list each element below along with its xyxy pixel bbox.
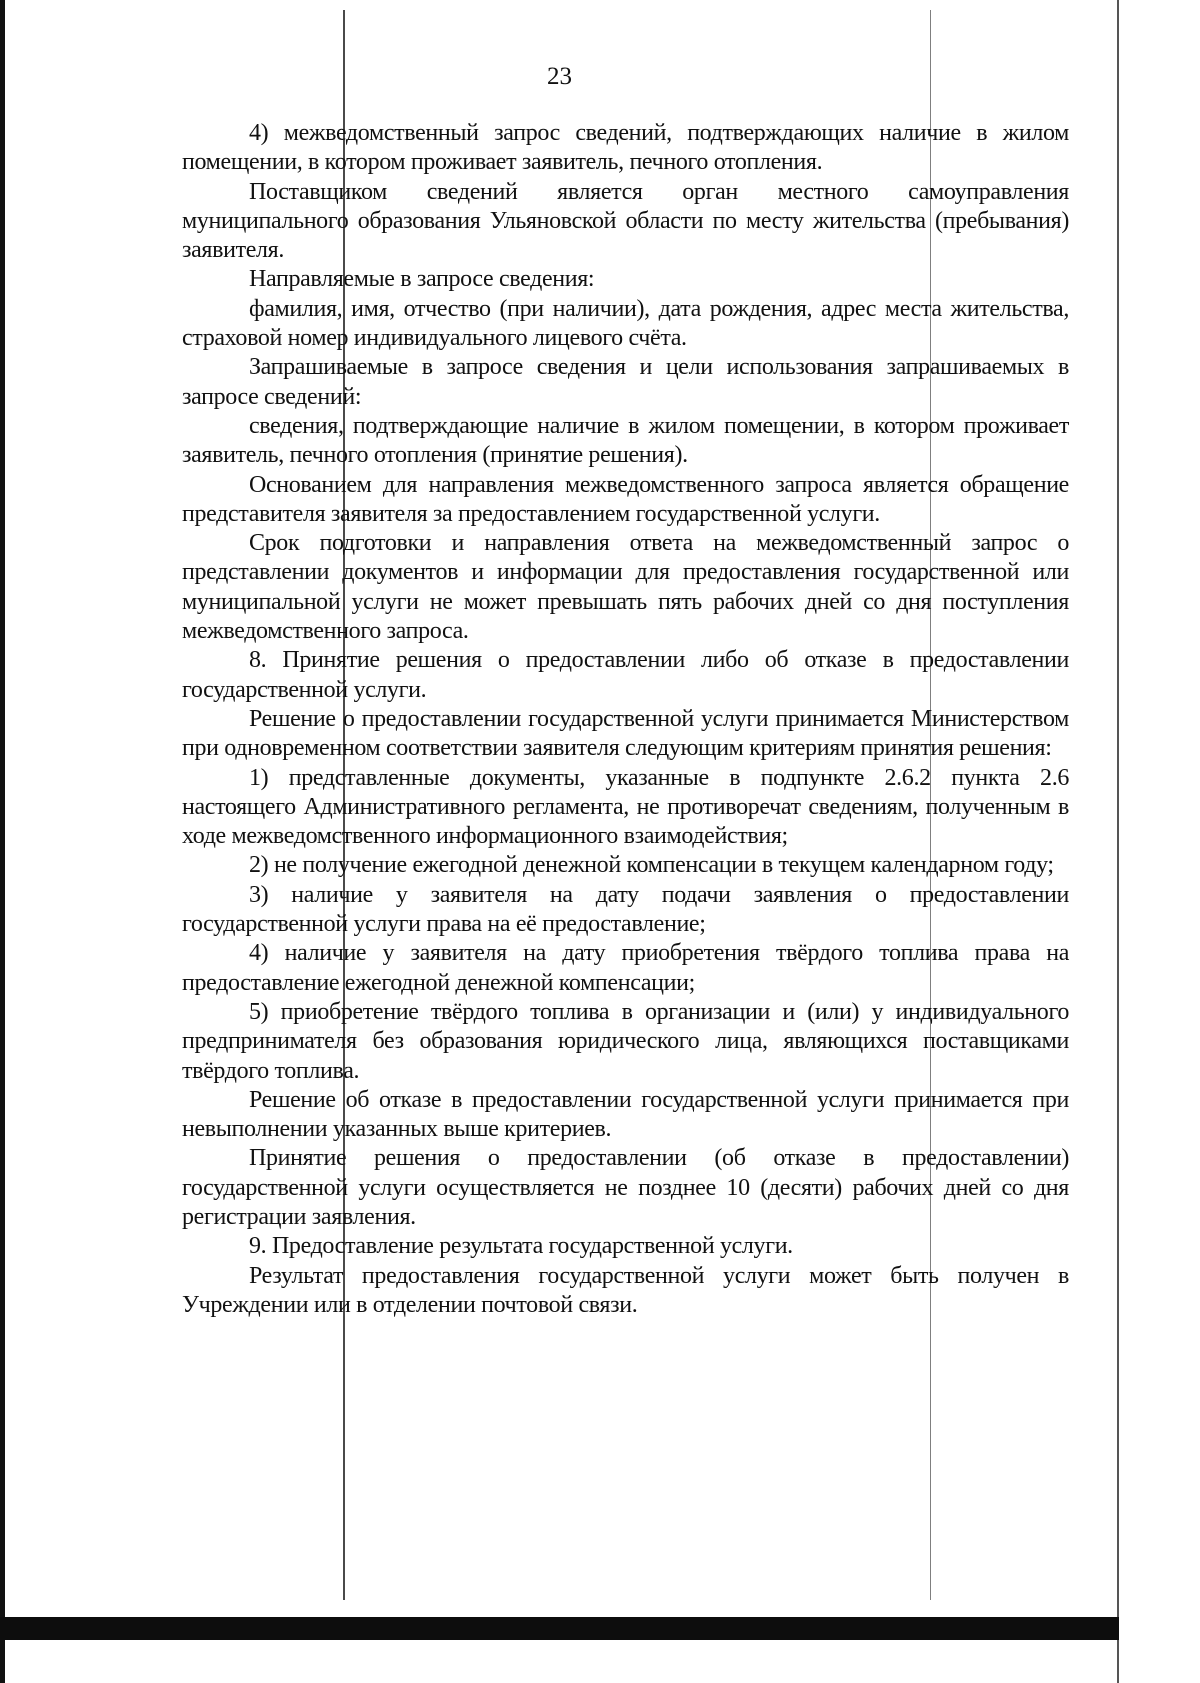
criterion-3: 3) наличие у заявителя на дату подачи заявления о предоставлении государственной услуги права на её предоставление; xyxy=(182,881,1069,938)
paragraph-result-delivery: Результат предоставления государственной услуги может быть получен в Учреждении или в отделении почтовой связи. xyxy=(182,1262,1069,1318)
criterion-2: 2) не получение ежегодной денежной компенсации в текущем календарном году; xyxy=(249,852,1054,879)
scan-bottom-band xyxy=(0,1617,1119,1640)
paragraph-sent-data-heading: Направляемые в запросе сведения: xyxy=(249,266,595,293)
paragraph-requested-data: сведения, подтверждающие наличие в жилом помещении, в котором проживает заявитель, печного отопления (принятие решения). xyxy=(182,412,1069,469)
section-9-heading: 9. Предоставление результата государственной услуги. xyxy=(249,1233,793,1260)
criterion-1: 1) представленные документы, указанные в подпункте 2.6.2 пункта 2.6 настоящего Административного регламента, не противоречат сведениям, полученным в ходе межведомственного информационного взаимодействия; xyxy=(182,764,1069,850)
page-number: 23 xyxy=(547,63,572,90)
paragraph-decision-criteria: Решение о предоставлении государственной услуги принимается Министерством при одновременном соответствии заявителя следующим критериям принятия решения: xyxy=(182,705,1069,762)
paragraph-decision-deadline: Принятие решения о предоставлении (об отказе в предоставлении) государственной услуги осуществляется не позднее 10 (десяти) рабочих дней со дня регистрации заявления. xyxy=(182,1145,1069,1230)
paragraph-response-deadline: Срок подготовки и направления ответа на межведомственный запрос о представлении документов и информации для предоставления государственной или муниципальной услуги не может превышать пять рабочих дней со дня поступления межведомственного запроса. xyxy=(182,530,1069,645)
paragraph-request-basis: Основанием для направления межведомственного запроса является обращение представителя заявителя за предоставлением государственной услуги. xyxy=(182,471,1069,527)
document-body xyxy=(182,119,1069,1320)
criterion-5: 5) приобретение твёрдого топлива в организации и (или) у индивидуального предпринимателя без образования юридического лица, являющихся поставщиками твёрдого топлива. xyxy=(182,998,1069,1084)
paragraph-refusal-decision: Решение об отказе в предоставлении государственной услуги принимается при невыполнении указанных выше критериев. xyxy=(182,1086,1069,1143)
paragraph-data-provider: Поставщиком сведений является орган местного самоуправления муниципального образования Ульяновской области по месту жительства (пребывания) заявителя. xyxy=(182,178,1069,264)
paragraph-item-4-request: 4) межведомственный запрос сведений, подтверждающих наличие в жилом помещении, в котором проживает заявитель, печного отопления. xyxy=(182,120,1069,176)
scan-right-edge xyxy=(1117,0,1119,1683)
scan-left-edge xyxy=(0,0,5,1683)
paragraph-sent-data: фамилия, имя, отчество (при наличии), дата рождения, адрес места жительства, страховой номер индивидуального лицевого счёта. xyxy=(182,295,1069,352)
section-8-heading: 8. Принятие решения о предоставлении либо об отказе в предоставлении государственной услуги. xyxy=(182,647,1069,703)
paragraph-requested-data-heading: Запрашиваемые в запросе сведения и цели использования запрашиваемых в запросе сведений: xyxy=(182,354,1069,410)
criterion-4: 4) наличие у заявителя на дату приобретения твёрдого топлива права на предоставление ежегодной денежной компенсации; xyxy=(182,940,1069,996)
